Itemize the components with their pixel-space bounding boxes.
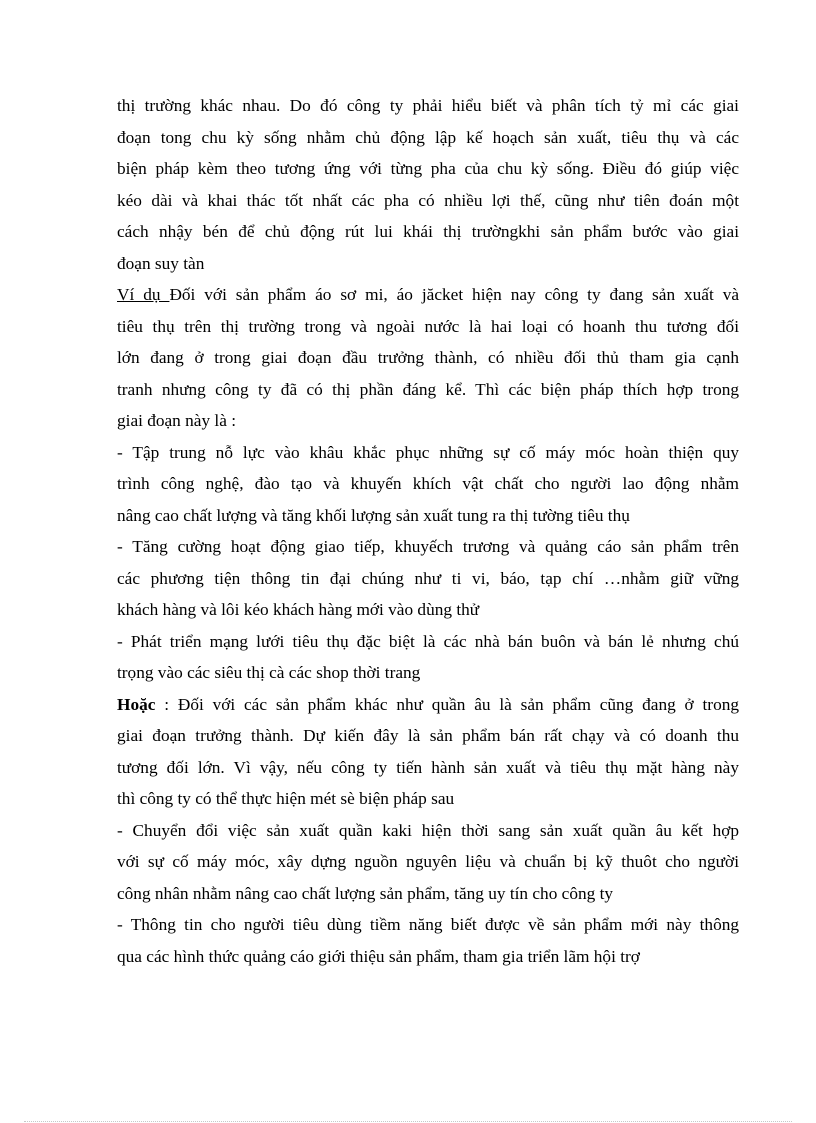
text-segment: : Đối với các sản phẩm khác như quần âu là sản phẩm cũng đang ở trong <box>155 694 739 714</box>
text-line: khách hàng và lôi kéo khách hàng mới vào dùng thử <box>117 600 480 619</box>
text-line: nâng cao chất lượng và tăng khối lượng sản xuất tung ra thị tường tiêu thụ <box>117 505 630 525</box>
text-line: với sự cố máy móc, xây dựng nguồn nguyên liệu và chuẩn bị kỹ thuôt cho người <box>117 852 739 871</box>
bullet-convert-production <box>117 815 739 910</box>
text-line: tranh nhưng công ty đã có thị phần đáng kể. Thì các biện pháp thích hợp trong <box>117 379 739 399</box>
bullet-distribution <box>117 626 739 689</box>
text-line: kéo dài và khai thác tốt nhất các pha có nhiều lợi thế, cũng như tiên đoán một <box>117 190 739 210</box>
text-line: - Phát triển mạng lưới tiêu thụ đặc biệt là các nhà bán buôn và bán lẻ nhưng chú <box>117 631 739 651</box>
text-line: đoạn tong chu kỳ sống nhằm chủ động lập kế hoạch sản xuất, tiêu thụ và các <box>117 127 739 147</box>
text-segment: Đối với sản phẩm áo sơ mi, áo jăcket hiện nay công ty đang sản xuất và <box>169 285 740 304</box>
paragraph-intro <box>117 90 739 279</box>
page-bottom-divider <box>24 1121 792 1122</box>
text-line: qua các hình thức quảng cáo giới thiệu sản phẩm, tham gia triển lãm hội trợ <box>117 946 640 966</box>
alternative-label: Hoặc <box>117 694 156 714</box>
text-line: biện pháp kèm theo tương ứng với từng pha của chu kỳ sống. Điều đó giúp việc <box>117 159 739 178</box>
text-line: tiêu thụ trên thị trường trong và ngoài nước là hai loại có hoanh thu tương đối <box>117 316 739 336</box>
text-line: giai đoạn trưởng thành. Dự kiến đây là sản phẩm bán rất chạy và có doanh thu <box>117 726 739 745</box>
text-line: - Thông tin cho người tiêu dùng tiềm năng biết được về sản phẩm mới này thông <box>117 915 739 934</box>
text-line: tương đối lớn. Vì vậy, nếu công ty tiến hành sản xuất và tiêu thụ mặt hàng này <box>117 757 739 777</box>
text-line: - Chuyển đổi việc sản xuất quần kaki hiện thời sang sản xuất quần âu kết hợp <box>117 820 739 840</box>
paragraph-alternative <box>117 689 739 815</box>
text-line: thị trường khác nhau. Do đó công ty phải hiểu biết và phân tích tỷ mỉ các giai <box>117 96 739 115</box>
example-label: Ví dụ <box>117 285 170 304</box>
text-line: lớn đang ở trong giai đoạn đầu trưởng thành, có nhiều đối thủ tham gia cạnh <box>117 348 739 367</box>
text-line: - Tập trung nỗ lực vào khâu khắc phục những sự cố máy móc hoàn thiện quy <box>117 442 739 462</box>
text-line: các phương tiện thông tin đại chúng như ti vi, báo, tạp chí …nhằm giữ vững <box>117 568 739 588</box>
text-line: đoạn suy tàn <box>117 253 205 273</box>
bullet-promotion <box>117 531 739 626</box>
text-line <box>117 689 739 721</box>
text-line: - Tăng cường hoạt động giao tiếp, khuyếch trương và quảng cáo sản phẩm trên <box>117 537 739 556</box>
document-page <box>117 90 739 972</box>
paragraph-example <box>117 279 739 437</box>
text-line: giai đoạn này là : <box>117 411 237 430</box>
text-line: thì công ty có thể thực hiện mét sè biện pháp sau <box>117 789 455 808</box>
bullet-focus-effort <box>117 437 739 532</box>
bullet-inform-consumers <box>117 909 739 972</box>
text-line: cách nhậy bén để chủ động rút lui khái thị trườngkhi sản phẩm bước vào giai <box>117 222 739 241</box>
text-line <box>117 279 739 311</box>
text-line: trình công nghệ, đào tạo và khuyến khích vật chất cho người lao động nhằm <box>117 474 739 493</box>
text-line: trọng vào các siêu thị cà các shop thời trang <box>117 663 421 682</box>
text-line: công nhân nhằm nâng cao chất lượng sản phẩm, tăng uy tín cho công ty <box>117 883 614 903</box>
